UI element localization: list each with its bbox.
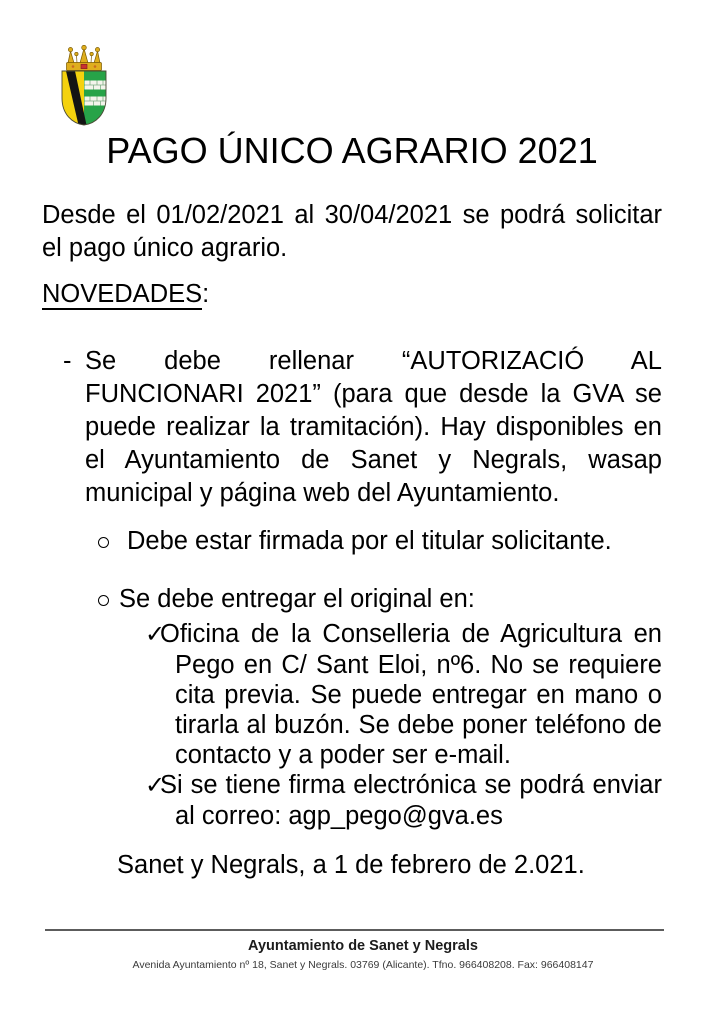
footer-organization: Ayuntamiento de Sanet y Negrals bbox=[248, 938, 478, 954]
circle-bullet-icon bbox=[98, 595, 109, 606]
document-content bbox=[42, 0, 662, 882]
circle-list-item bbox=[42, 583, 662, 616]
check-list-item bbox=[42, 770, 662, 831]
intro-paragraph: Desde el 01/02/2021 al 30/04/2021 se podrá solicitar el pago único agrario. bbox=[42, 201, 662, 262]
page-title: PAGO ÚNICO AGRARIO 2021 bbox=[106, 130, 598, 171]
page-footer bbox=[45, 929, 681, 972]
check-bullet-icon: ✓ bbox=[145, 621, 166, 648]
check-item-text: Si se tiene firma electrónica se podrá enviar al correo: agp_pego@gva.es bbox=[160, 771, 662, 830]
footer-address: Avenida Ayuntamiento nº 18, Sanet y Negrals. 03769 (Alicante). Tfno. 966408208. Fax: 966408147 bbox=[132, 959, 594, 971]
check-list-item bbox=[42, 619, 662, 770]
footer-divider bbox=[45, 929, 664, 931]
novedades-heading-label: NOVEDADES bbox=[42, 280, 203, 308]
dash-bullet-icon: - bbox=[63, 347, 72, 375]
check-bullet-icon: ✓ bbox=[145, 772, 166, 799]
circle-item-text: Se debe entregar el original en: bbox=[119, 585, 475, 613]
circle-list-item bbox=[42, 525, 662, 558]
circle-item-text: Debe estar firmada por el titular solicitante. bbox=[127, 527, 612, 555]
novedades-heading-colon: : bbox=[202, 280, 210, 308]
dateline: Sanet y Negrals, a 1 de febrero de 2.021. bbox=[117, 851, 585, 879]
novedades-heading bbox=[42, 278, 662, 311]
coat-of-arms-icon bbox=[55, 45, 113, 127]
dash-item-text: Se debe rellenar “AUTORIZACIÓ AL FUNCIONARI 2021” (para que desde la GVA se puede realizar la tramitación). Hay disponibles en el Ayuntamiento de Sanet y Negrals, wasap municipal y página web del Ayuntamiento. bbox=[85, 347, 662, 507]
circle-bullet-icon bbox=[98, 537, 109, 548]
dash-list-item bbox=[42, 345, 662, 510]
municipal-coat-of-arms bbox=[55, 45, 113, 127]
check-item-text: Oficina de la Conselleria de Agricultura en Pego en C/ Sant Eloi, nº6. No se requiere cita previa. Se puede entregar en mano o tirarla al buzón. Se debe poner teléfono de contacto y a poder ser e-mail. bbox=[160, 620, 662, 769]
